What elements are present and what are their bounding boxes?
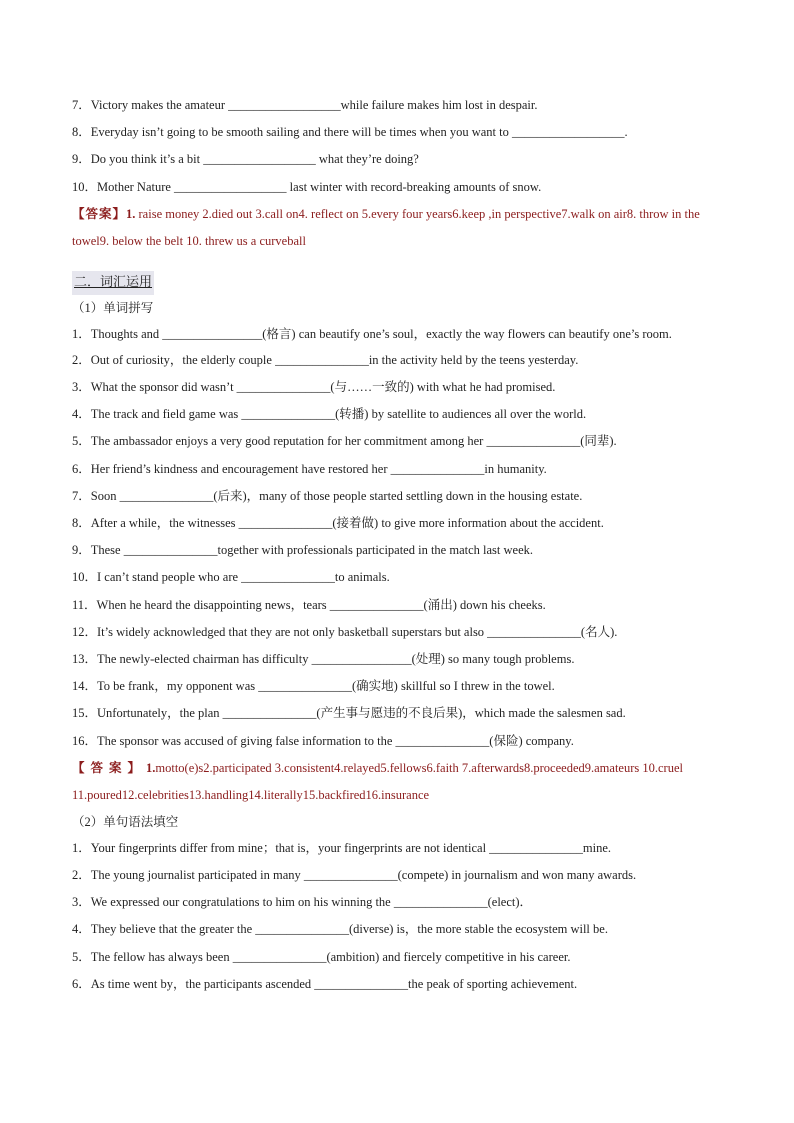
answer-text: motto(e)s2.participated 3.consistent4.relayed5.fellows6.faith 7.afterwards8.proceeded9.amateurs 10.cruel 11.poured12.celebrities13.handling14.literally15.backfired16.insurance xyxy=(72,760,683,802)
question-item: 4．The track and field game was _______________(转播) by satellite to audiences all over the world. xyxy=(72,407,587,422)
question-item: 8．Everyday isn’t going to be smooth sailing and there will be times when you want to __________________. xyxy=(72,125,628,140)
answer-tag: 【答案】 xyxy=(72,760,147,775)
part2-title: （2）单句语法填空 xyxy=(72,814,179,829)
question-item: 5．The ambassador enjoys a very good reputation for her commitment among her _______________(同辈). xyxy=(72,434,617,449)
question-item: 3．What the sponsor did wasn’t _______________(与……一致的) with what he had promised. xyxy=(72,380,556,395)
question-item: 11．When he heard the disappointing news，tears _______________(涌出) down his cheeks. xyxy=(72,597,546,612)
answer-first-number: 1. xyxy=(146,760,156,775)
question-item: 14．To be frank，my opponent was _______________(确实地) skillful so I threw in the towel. xyxy=(72,679,555,694)
question-item: 9．Do you think it’s a bit __________________ what they’re doing? xyxy=(72,152,419,167)
answer-block-2 xyxy=(72,755,724,809)
question-item: 9．These _______________together with professionals participated in the match last week. xyxy=(72,543,533,558)
answer-first-number: 1. xyxy=(126,206,136,221)
question-item: 16．The sponsor was accused of giving false information to the _______________(保险) company. xyxy=(72,733,574,748)
question-item: 13．The newly-elected chairman has difficulty ________________(处理) so many tough problems. xyxy=(72,652,575,667)
question-item: 7．Soon _______________(后来)，many of those people started settling down in the housing estate. xyxy=(72,488,583,503)
question-item: 10．I can’t stand people who are _______________to animals. xyxy=(72,570,390,585)
answer-tag: 【答案】 xyxy=(72,206,127,221)
document-page xyxy=(72,92,724,998)
section-title: 二．词汇运用 xyxy=(72,271,154,295)
question-item: 2．Out of curiosity，the elderly couple _______________in the activity held by the teens yesterday. xyxy=(72,352,579,367)
question-item: 3．We expressed our congratulations to him on his winning the _______________(elect)． xyxy=(72,895,533,910)
top-items xyxy=(72,92,724,201)
answer-text: raise money 2.died out 3.call on4. reflect on 5.every four years6.keep ,in perspective7.walk on air8. throw in the towel9. below the belt 10. threw us a curveball xyxy=(72,206,700,248)
question-item: 6．As time went by，the participants ascended _______________the peak of sporting achievement. xyxy=(72,976,578,991)
part2-items xyxy=(72,835,724,998)
question-item: 10．Mother Nature __________________ last winter with record-breaking amounts of snow. xyxy=(72,179,542,194)
part1-items xyxy=(72,321,724,755)
question-item: 15．Unfortunately，the plan _______________(产生事与愿违的不良后果)，which made the salesmen sad. xyxy=(72,706,626,721)
answer-block-1 xyxy=(72,201,724,255)
question-item: 1．Your fingerprints differ from mine；that is，your fingerprints are not identical _______________mine. xyxy=(72,840,612,855)
part1-title: （1）单词拼写 xyxy=(72,300,154,315)
question-item: 4．They believe that the greater the _______________(diverse) is，the more stable the ecosystem will be. xyxy=(72,922,608,937)
question-item: 1．Thoughts and ________________(格言) can beautify one’s soul，exactly the way flowers can beautify one’s room. xyxy=(72,326,672,341)
question-item: 2．The young journalist participated in many _______________(compete) in journalism and won many awards. xyxy=(72,868,637,883)
question-item: 6．Her friend’s kindness and encouragement have restored her _______________in humanity. xyxy=(72,461,547,476)
question-item: 7．Victory makes the amateur __________________while failure makes him lost in despair. xyxy=(72,98,538,112)
question-item: 5．The fellow has always been _______________(ambition) and fiercely competitive in his career. xyxy=(72,949,571,964)
question-item: 12．It’s widely acknowledged that they are not only basketball superstars but also _______________(名人). xyxy=(72,624,618,639)
question-item: 8．After a while，the witnesses _______________(接着做) to give more information about the accident. xyxy=(72,516,604,531)
